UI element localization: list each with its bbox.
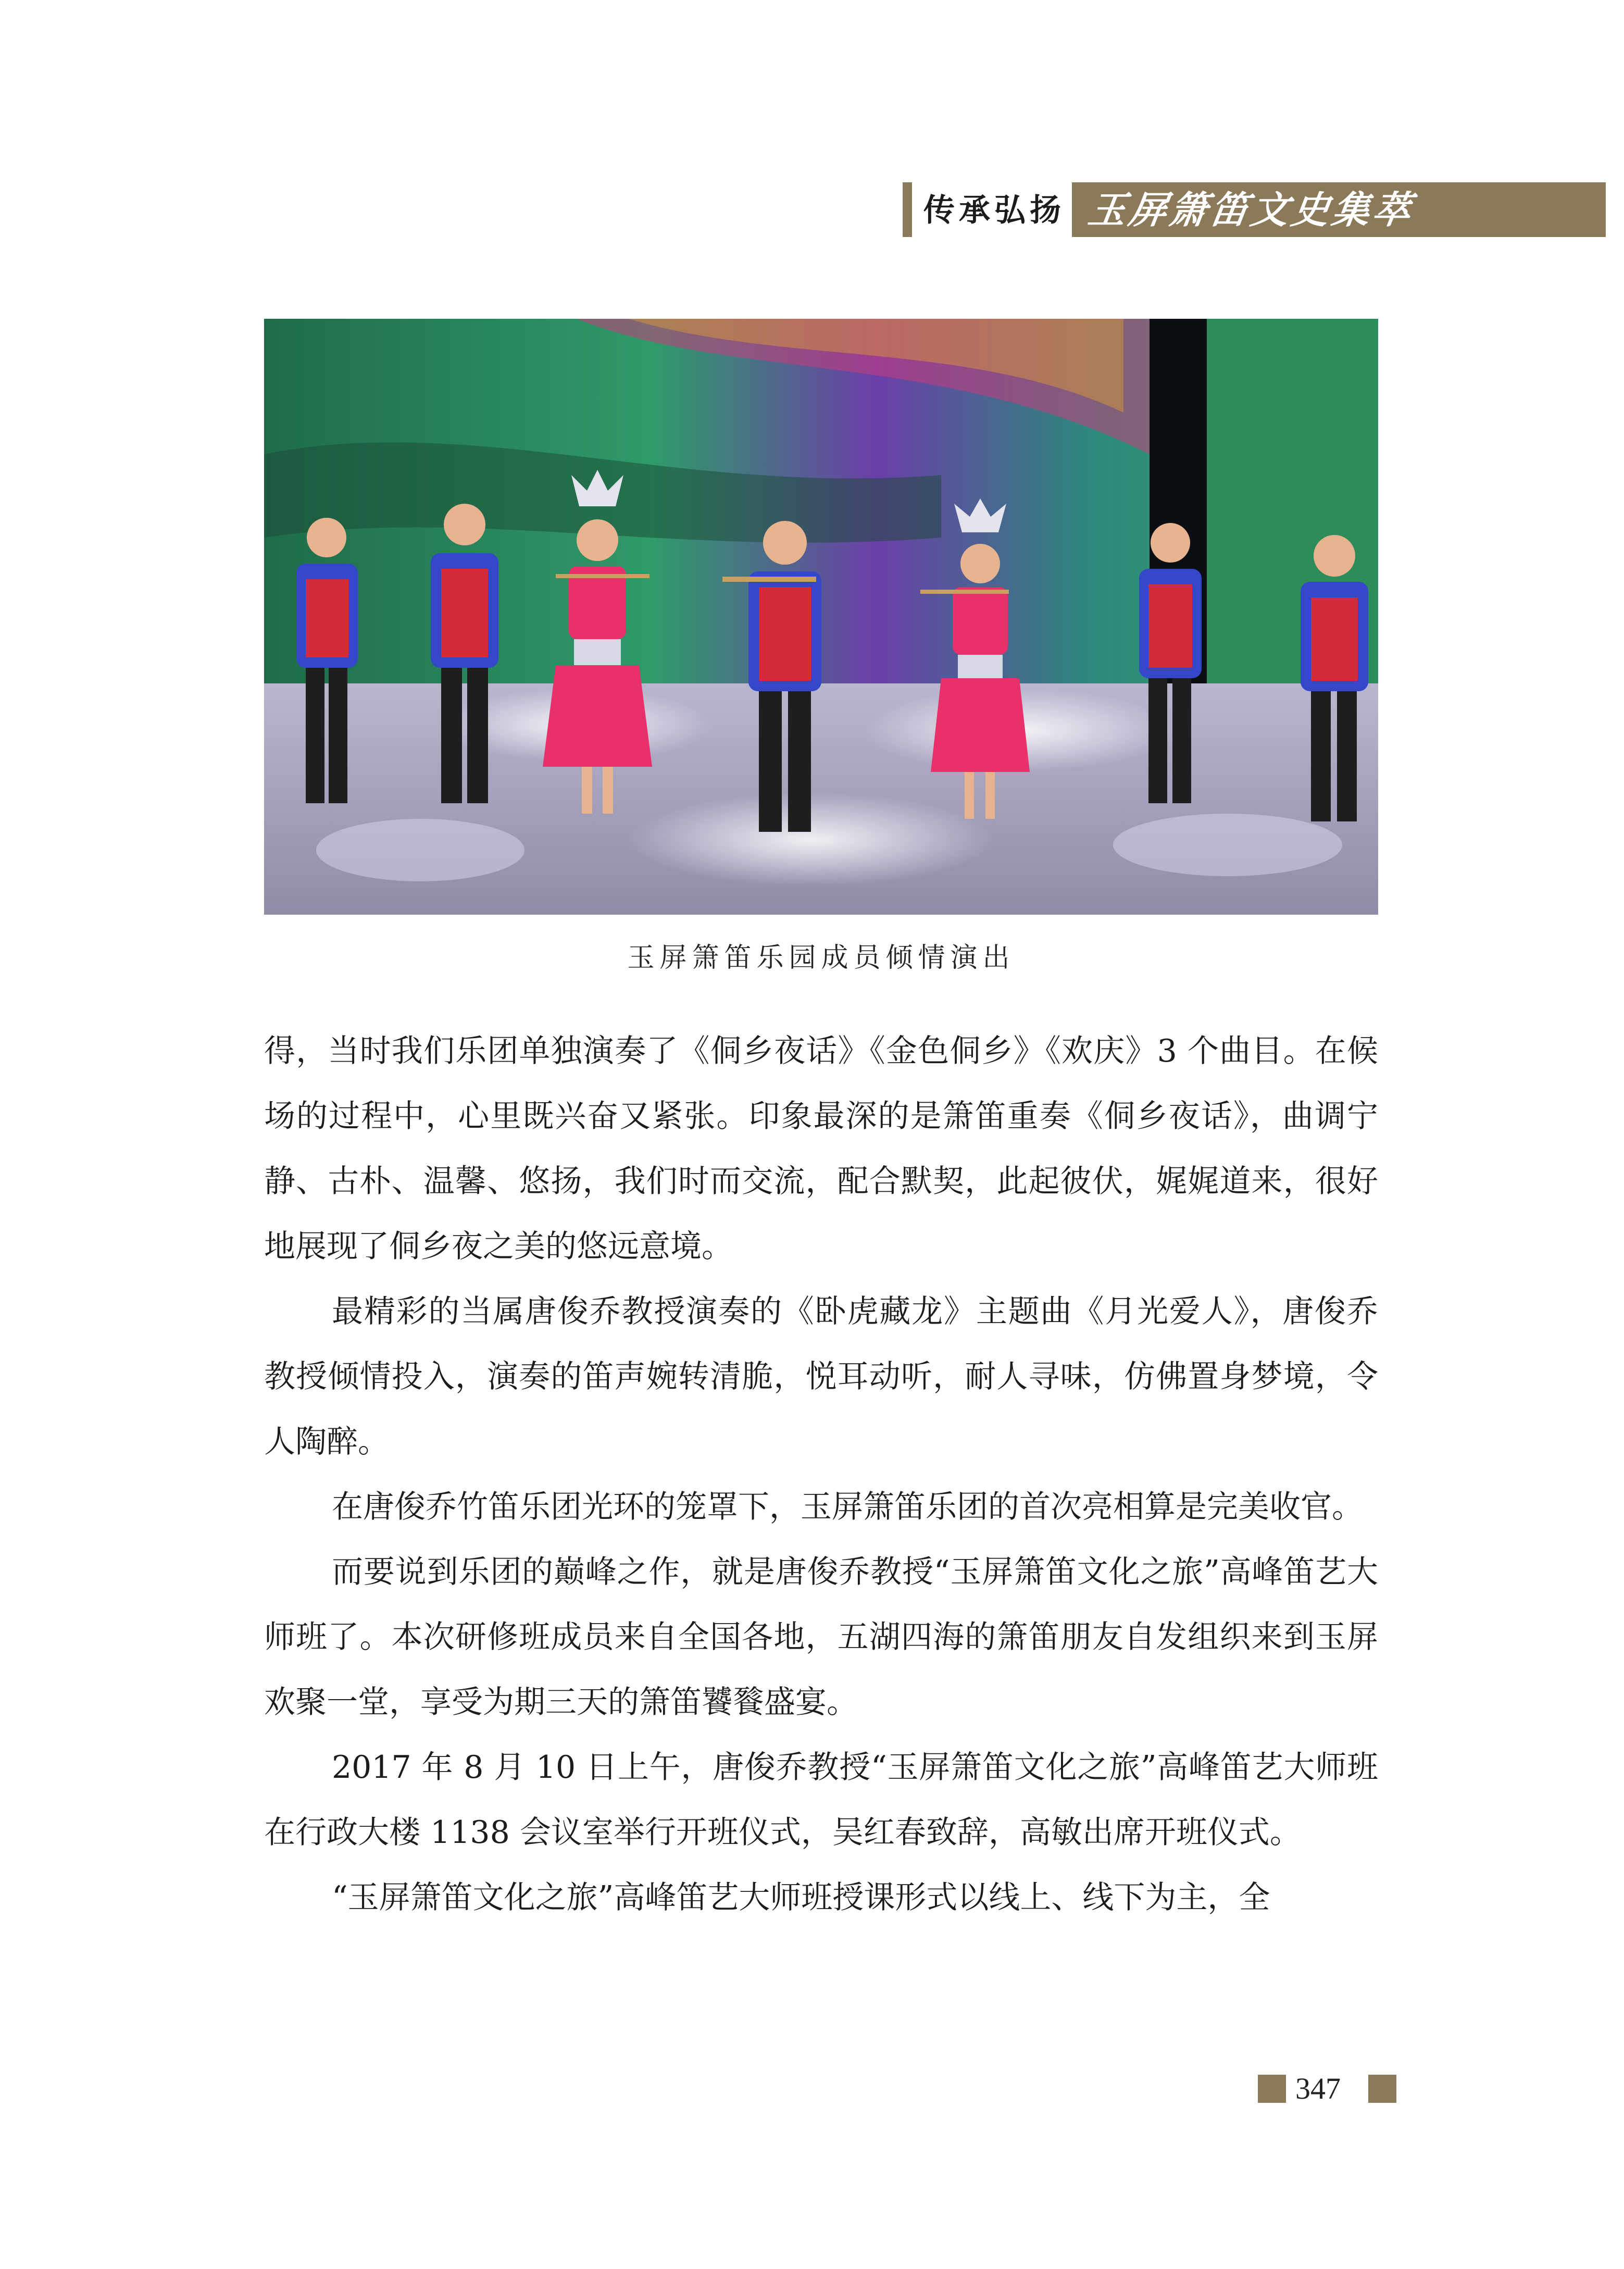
page-number-left-marker (1258, 2075, 1286, 2103)
paragraph: 2017 年 8 月 10 日上午，唐俊乔教授“玉屏箫笛文化之旅”高峰笛艺大师班在行政大楼 1138 会议室举行开班仪式，吴红春致辞，高敏出席开班仪式。 (264, 1749, 1378, 1851)
header-accent-bar (903, 182, 912, 237)
page-number: 347 (1295, 2072, 1341, 2105)
paragraph: “玉屏箫笛文化之旅”高峰笛艺大师班授课形式以线上、线下为主，全 (332, 1879, 1270, 1916)
page-number-right-marker (1368, 2075, 1396, 2103)
figure-caption: 玉屏箫笛乐园成员倾情演出 (627, 942, 1015, 974)
performance-photo (264, 319, 1378, 915)
paragraph: 得，当时我们乐团单独演奏了《侗乡夜话》《金色侗乡》《欢庆》3 个曲目。在候场的过程中，心里既兴奋又紧张。印象最深的是箫笛重奏《侗乡夜话》，曲调宁静、古朴、温馨、悠扬，我们时而交流，配合默契，此起彼伏，娓娓道来，很好地展现了侗乡夜之美的悠远意境。 (264, 1033, 1378, 1265)
paragraph: 而要说到乐团的巅峰之作，就是唐俊乔教授“玉屏箫笛文化之旅”高峰笛艺大师班了。本次研修班成员来自全国各地，五湖四海的箫笛朋友自发组织来到玉屏欢聚一堂，享受为期三天的箫笛饕餮盛宴。 (264, 1554, 1378, 1721)
paragraph: 在唐俊乔竹笛乐团光环的笼罩下，玉屏箫笛乐团的首次亮相算是完美收官。 (332, 1489, 1363, 1525)
paragraph: 最精彩的当属唐俊乔教授演奏的《卧虎藏龙》主题曲《月光爱人》，唐俊乔教授倾情投入，演奏的笛声婉转清脆，悦耳动听，耐人寻味，仿佛置身梦境，令人陶醉。 (264, 1293, 1378, 1460)
body-text (264, 1019, 1378, 1930)
header-section-title: 传承弘扬 (923, 192, 1065, 229)
header-book-title: 玉屏箫笛文史集萃 (1085, 188, 1417, 232)
